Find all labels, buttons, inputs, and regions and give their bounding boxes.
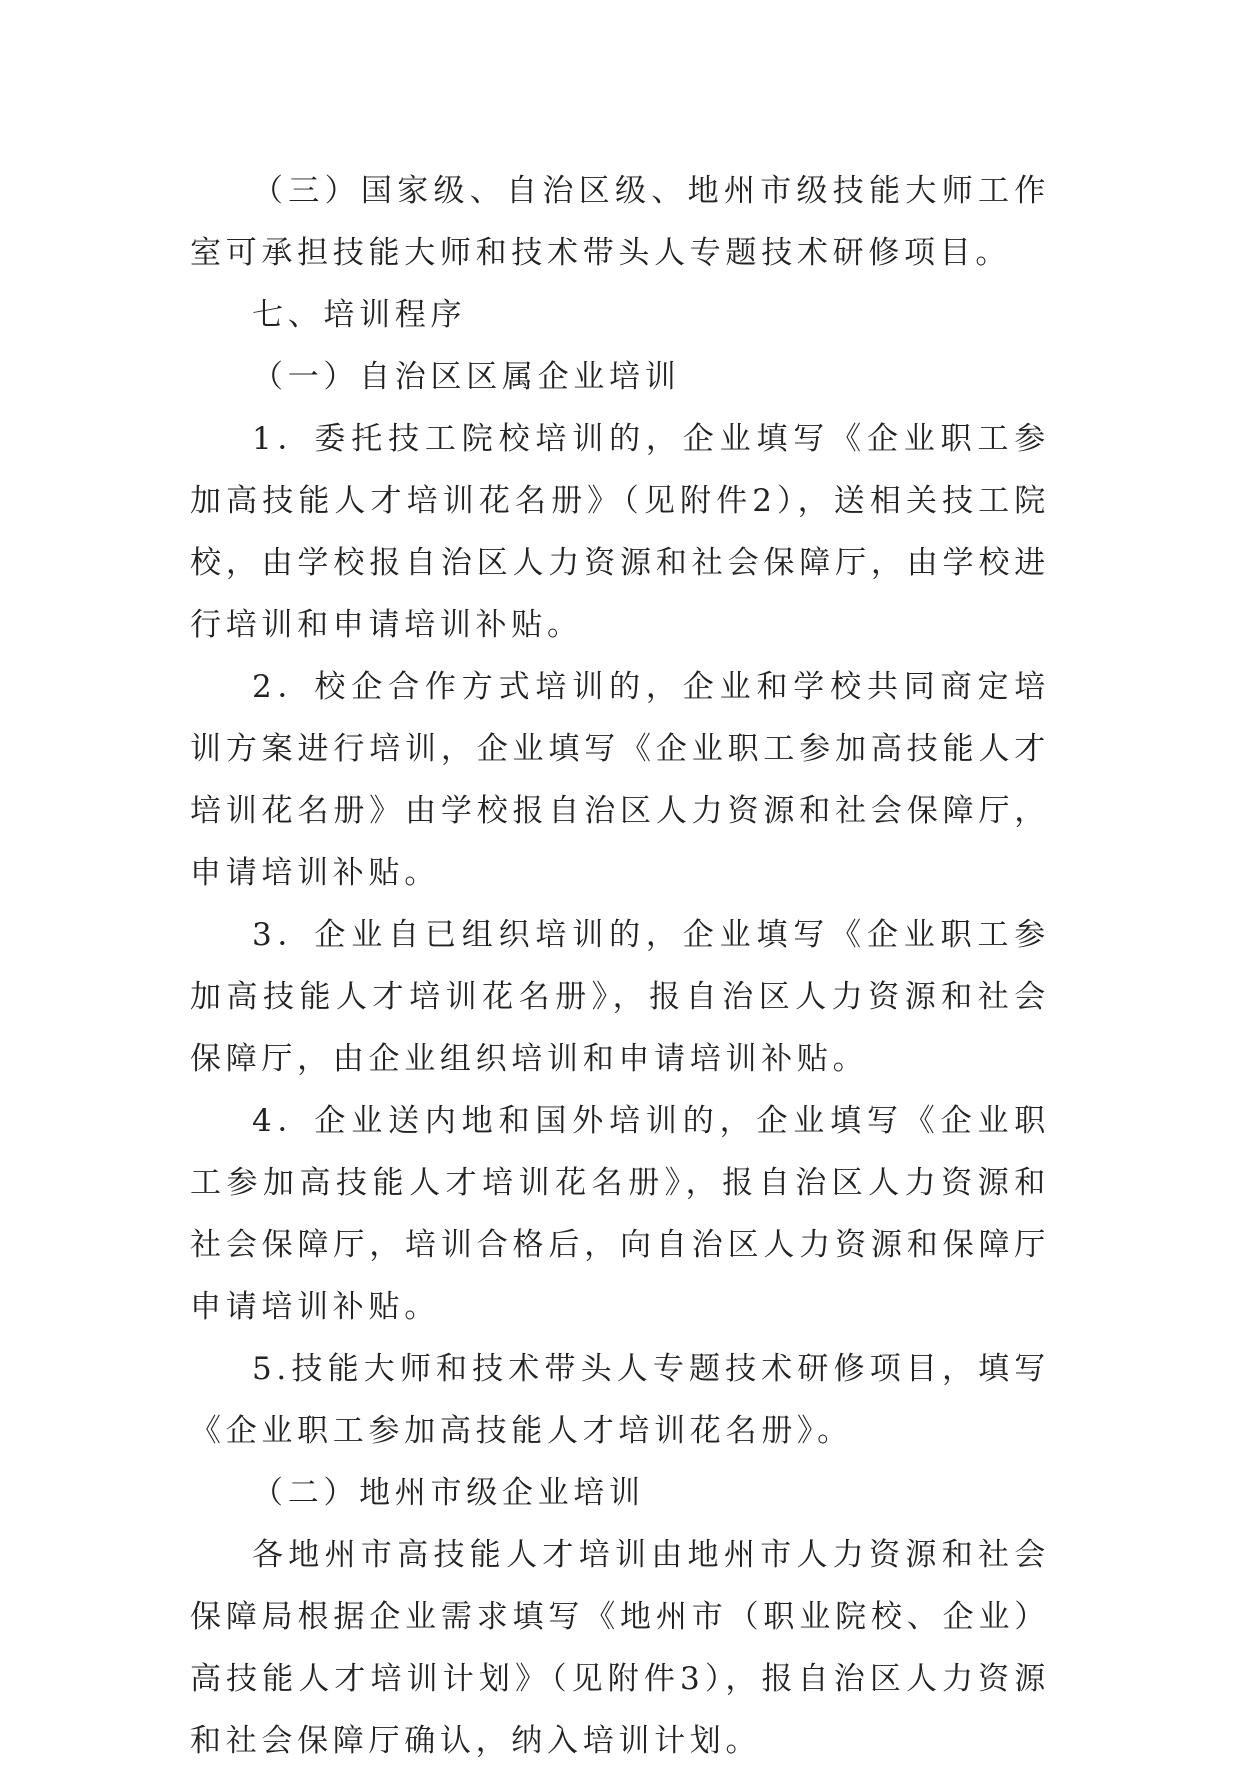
document-body: [190, 160, 1050, 1772]
paragraph-item-2: 2．校企合作方式培训的，企业和学校共同商定培训方案进行培训，企业填写《企业职工参加高技能人才培训花名册》由学校报自治区人力资源和社会保障厅，申请培训补贴。: [190, 669, 1050, 891]
section-heading-training-procedure: 七、培训程序: [252, 297, 467, 333]
subsection-heading-prefecture-enterprise: （二）地州市级企业培训: [252, 1475, 645, 1511]
subsection-heading-regional-enterprise: （一）自治区区属企业培训: [252, 359, 681, 395]
paragraph-item-3: 3．企业自已组织培训的，企业填写《企业职工参加高技能人才培训花名册》，报自治区人力资源和社会保障厅，由企业组织培训和申请培训补贴。: [190, 917, 1050, 1077]
paragraph-item-4: 4．企业送内地和国外培训的，企业填写《企业职工参加高技能人才培训花名册》，报自治区人力资源和社会保障厅，培训合格后，向自治区人力资源和保障厅申请培训补贴。: [190, 1103, 1050, 1325]
paragraph-item-5: 5.技能大师和技术带头人专题技术研修项目，填写《企业职工参加高技能人才培训花名册》。: [190, 1351, 1050, 1449]
paragraph-prefecture-training: 各地州市高技能人才培训由地州市人力资源和社会保障局根据企业需求填写《地州市（职业院校、企业）高技能人才培训计划》（见附件3），报自治区人力资源和社会保障厅确认，纳入培训计划。: [190, 1537, 1050, 1759]
paragraph-item-1: 1．委托技工院校培训的，企业填写《企业职工参加高技能人才培训花名册》（见附件2），送相关技工院校，由学校报自治区人力资源和社会保障厅，由学校进行培训和申请培训补贴。: [190, 421, 1050, 643]
paragraph-studio-projects: （三）国家级、自治区级、地州市级技能大师工作室可承担技能大师和技术带头人专题技术研修项目。: [190, 173, 1050, 271]
